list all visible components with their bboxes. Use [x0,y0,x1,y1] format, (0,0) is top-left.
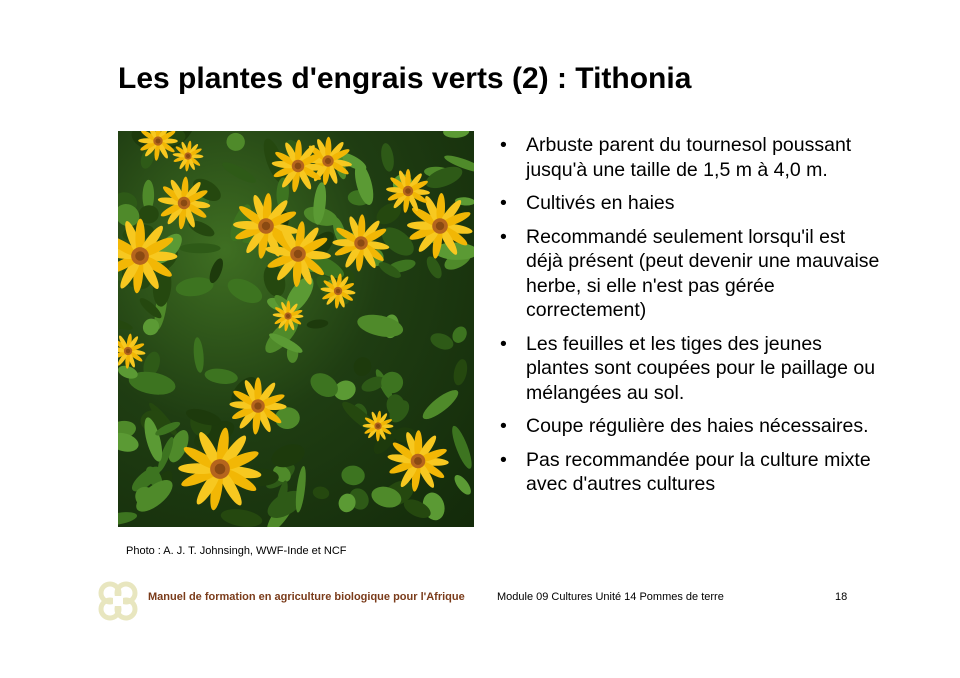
page-number: 18 [835,591,848,603]
bullet-item [500,191,880,216]
bullet-marker: • [500,415,507,437]
footer-module: Module 09 Cultures Unité 14 Pommes de terre [497,591,724,603]
bullet-item [500,225,880,323]
bullet-text: Les feuilles et les tiges des jeunes plantes sont coupées pour le paillage ou mélangées au sol. [526,332,876,404]
tithonia-photo-illustration [118,131,474,527]
bullet-marker: • [500,225,507,248]
photo-credit: Photo : A. J. T. Johnsingh, WWF-Inde et NCF [126,545,347,557]
clover-knot-logo-icon [94,577,142,625]
bullet-list [500,133,880,506]
bullet-item [500,448,880,497]
slide-title: Les plantes d'engrais verts (2) : Tithonia [118,62,692,95]
bullet-text: Arbuste parent du tournesol poussant jusqu'à une taille de 1,5 m à 4,0 m. [526,134,852,181]
bullet-marker: • [500,192,507,214]
bullet-text: Coupe régulière des haies nécessaires. [526,415,869,437]
bullet-item [500,133,880,182]
bullet-text: Recommandé seulement lorsqu'il est déjà présent (peut devenir une mauvaise herbe, si elle n'est pas gérée correctement) [526,225,880,321]
tithonia-photo [118,131,474,527]
bullet-text: Pas recommandée pour la culture mixte avec d'autres cultures [526,448,871,495]
bullet-item [500,332,880,406]
bullet-marker: • [500,448,507,471]
bullet-item [500,414,880,439]
bullet-marker: • [500,134,507,156]
bullet-marker: • [500,332,507,355]
footer-manual-title: Manuel de formation en agriculture biologique pour l'Afrique [148,591,465,603]
bullet-text: Cultivés en haies [526,192,675,214]
